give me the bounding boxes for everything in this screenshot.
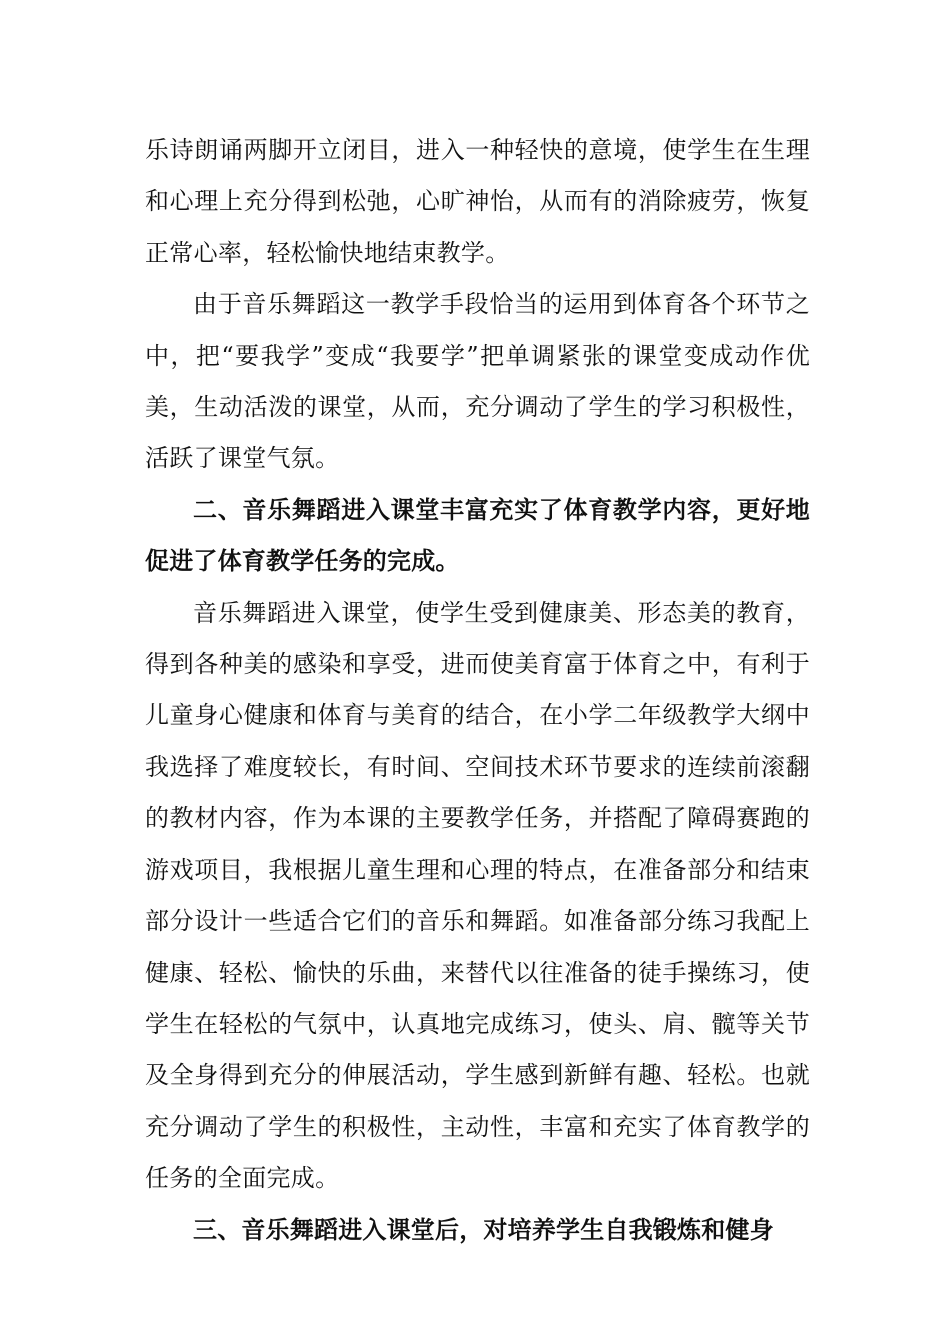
paragraph-section-2-body: 音乐舞蹈进入课堂，使学生受到健康美、形态美的教育，得到各种美的感染和享受，进而使美育富于体育之中，有利于儿童身心健康和体育与美育的结合，在小学二年级教学大纲中我选择了难度较长，有时间、空间技术环节要求的连续前滚翻的教材内容，作为本课的主要教学任务，并搭配了障碍赛跑的游戏项目，我根据儿童生理和心理的特点，在准备部分和结束部分设计一些适合它们的音乐和舞蹈。如准备部分练习我配上健康、轻松、愉快的乐曲，来替代以往准备的徒手操练习，使学生在轻松的气氛中，认真地完成练习，使头、肩、髋等关节及全身得到充分的伸展活动，学生感到新鲜有趣、轻松。也就充分调动了学生的积极性，主动性，丰富和充实了体育教学的任务的全面完成。 <box>145 598 810 1193</box>
paragraph-music-dance-summary: 由于音乐舞蹈这一教学手段恰当的运用到体育各个环节之中，把“要我学”变成“我要学”把单调紧张的课堂变成动作优美，生动活泼的课堂，从而，充分调动了学生的学习积极性，活跃了课堂气氛。 <box>145 290 810 473</box>
paragraph-continuation: 乐诗朗诵两脚开立闭目，进入一种轻快的意境，使学生在生理和心理上充分得到松弛，心旷神怡，从而有的消除疲劳，恢复正常心率，轻松愉快地结束教学。 <box>145 136 810 267</box>
document-page <box>145 125 810 1256</box>
section-heading-2: 二、音乐舞蹈进入课堂丰富充实了体育教学内容，更好地促进了体育教学任务的完成。 <box>145 495 810 576</box>
section-heading-3: 三、音乐舞蹈进入课堂后，对培养学生自我锻炼和健身 <box>193 1215 774 1244</box>
